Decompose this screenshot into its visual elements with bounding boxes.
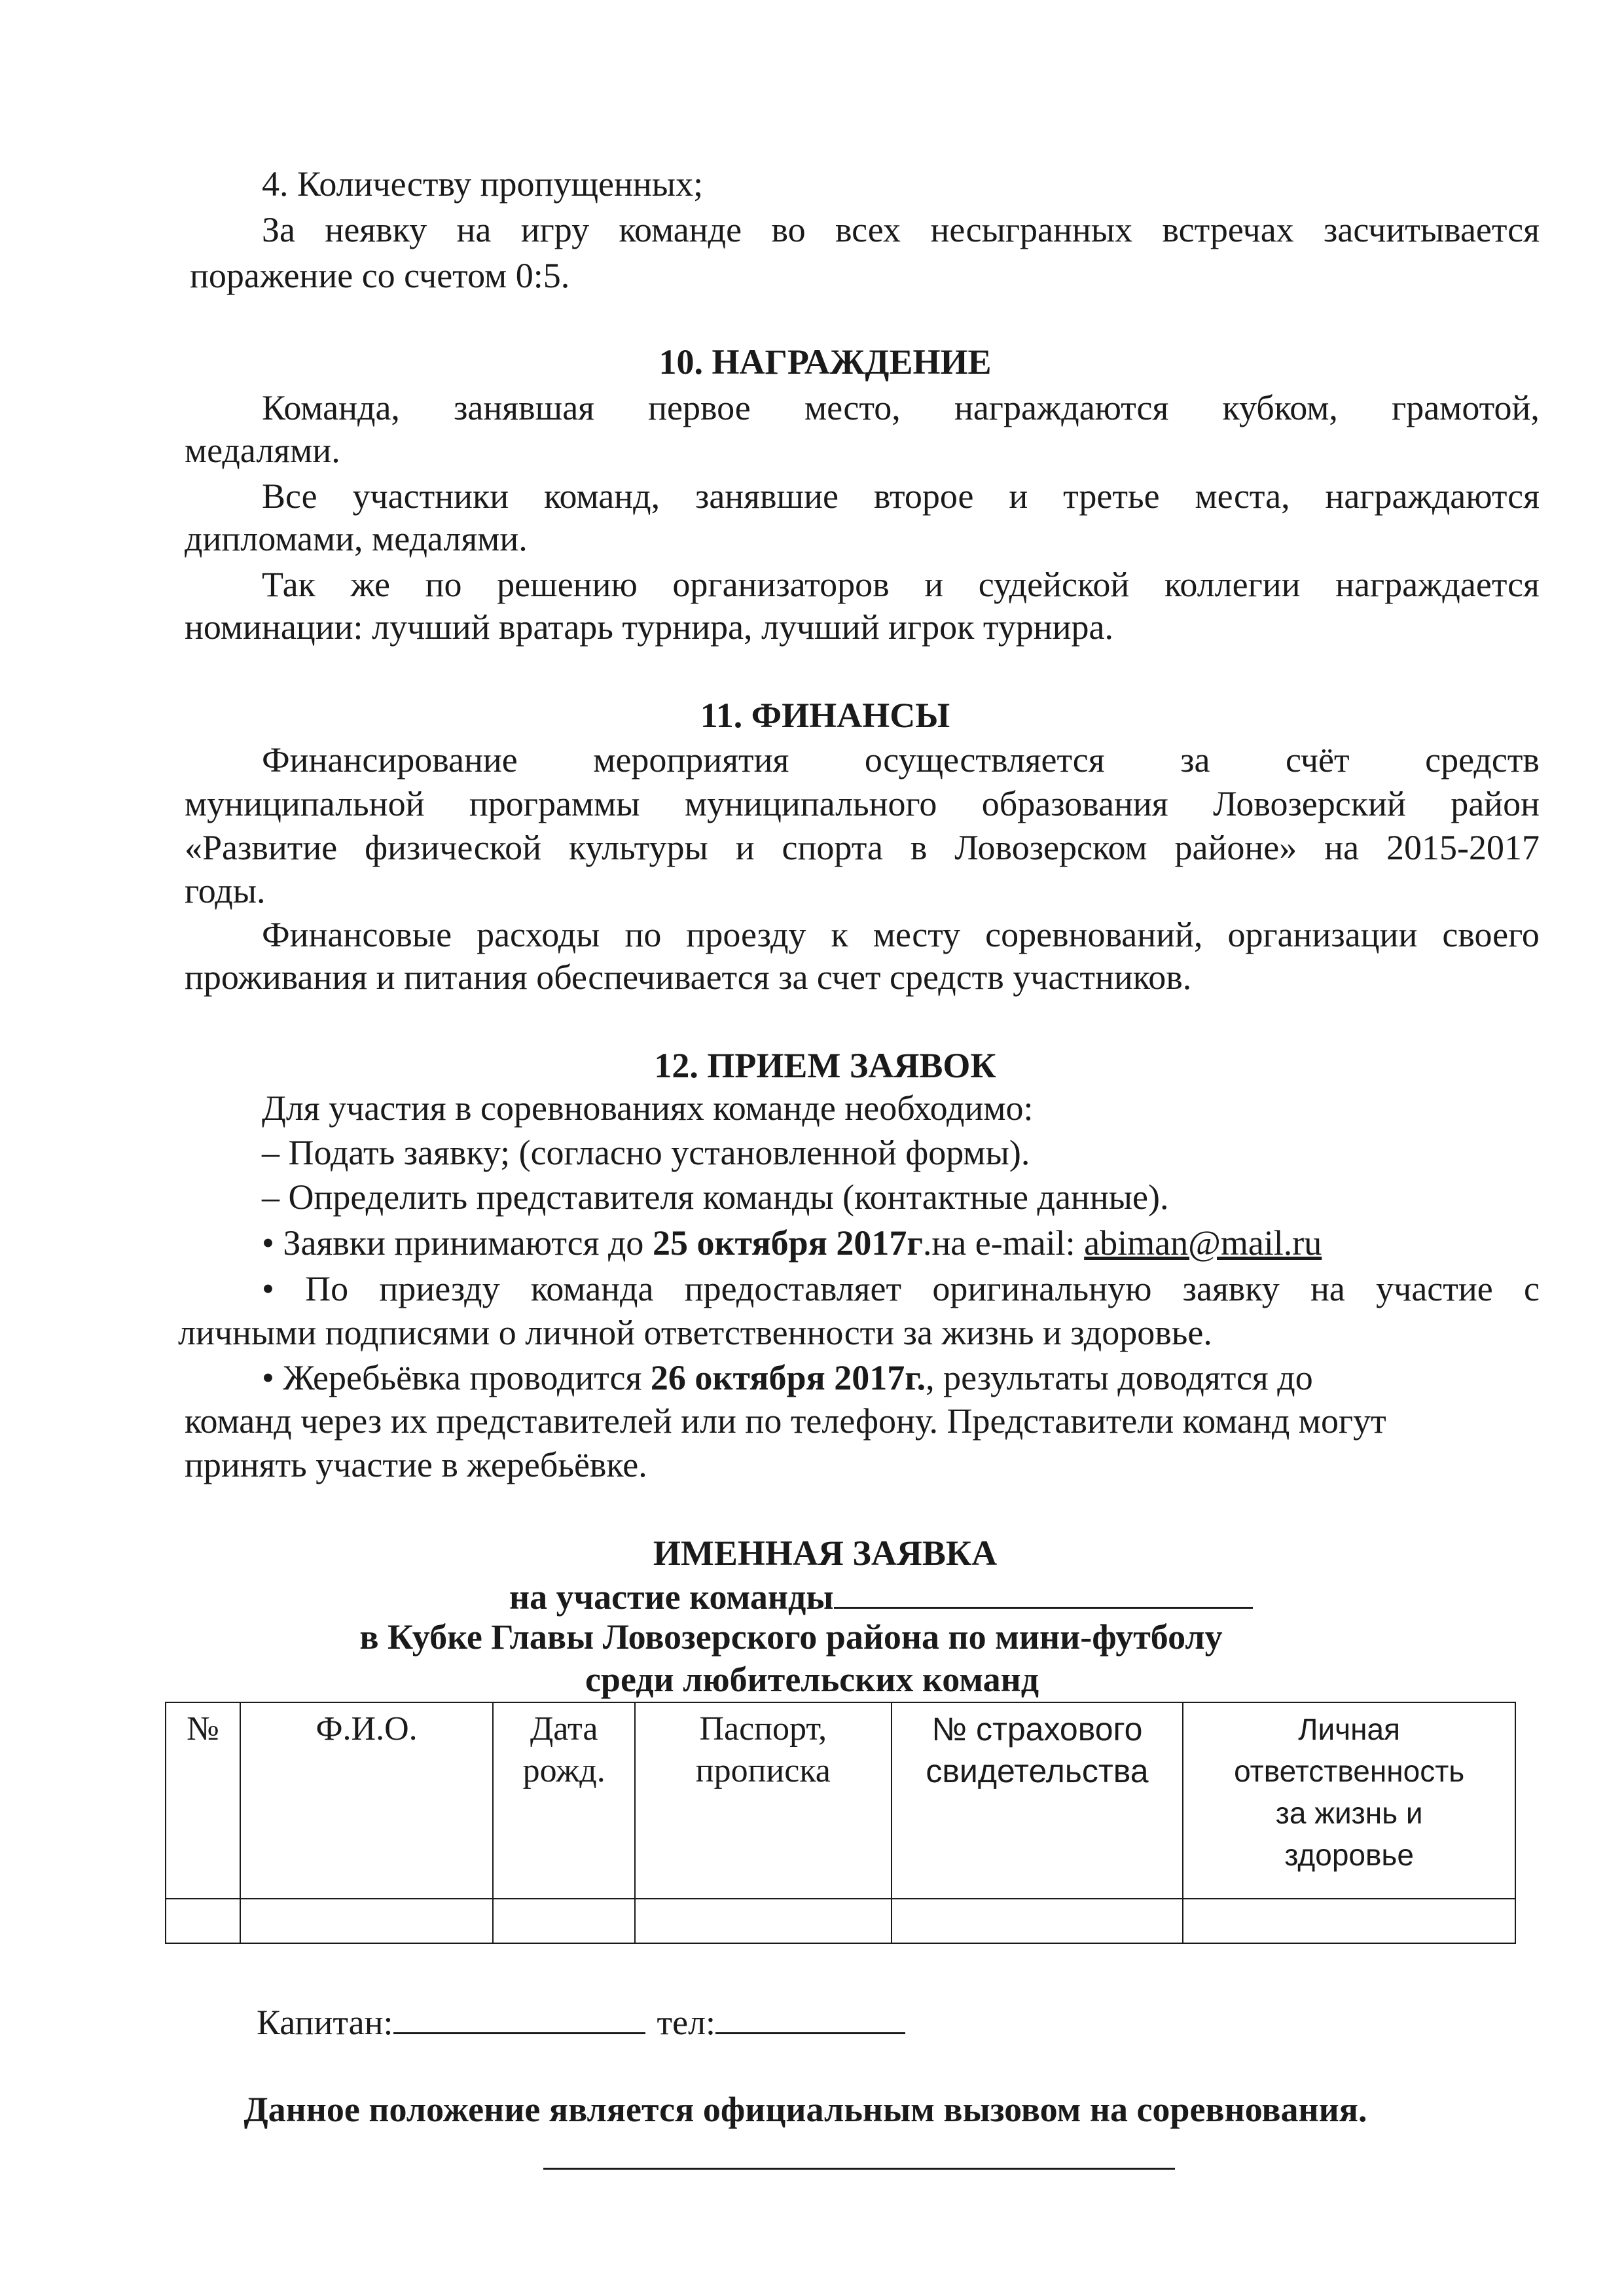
bottom-rule (543, 2168, 1175, 2170)
s10-p2-line1 (262, 475, 1540, 518)
s12-bullet-3-line3: принять участие в жеребьёвке. (185, 1445, 647, 1484)
s10-p3-line2: номинации: лучший вратарь турнира, лучший игрок турнира. (185, 607, 1113, 647)
list-item-4: 4. Количеству пропущенных; (262, 164, 704, 204)
word: район (1451, 784, 1540, 823)
word: участники (352, 476, 509, 516)
word: Ловозерский (1213, 784, 1406, 823)
word: Финансирование (262, 740, 518, 780)
section-11-title: 11. ФИНАНСЫ (700, 696, 950, 735)
word: второе (873, 476, 974, 516)
section-12-title: 12. ПРИЕМ ЗАЯВОК (654, 1046, 996, 1085)
word: По (305, 1269, 349, 1308)
word: оригинальную (932, 1269, 1152, 1308)
team-roster-table (165, 1702, 1516, 1944)
word: культуры (569, 828, 708, 867)
word: месту (873, 915, 961, 954)
word: средств (1425, 740, 1540, 780)
col-header-fio: Ф.И.О. (240, 1702, 493, 1899)
word: районе» (1174, 828, 1297, 867)
form-team-line: на участие команды (509, 1574, 1253, 1619)
s12-bullet-3-line1: • Жеребьёвка проводится 26 октября 2017г., результаты доводятся до (262, 1358, 1313, 1397)
word: команда (530, 1269, 654, 1308)
word: награждаются (1325, 476, 1540, 516)
word: и (1009, 476, 1028, 516)
word: заявку (1182, 1269, 1280, 1308)
word: своего (1442, 915, 1540, 954)
word: по (624, 915, 662, 954)
cell-insurance[interactable] (892, 1899, 1183, 1943)
word: организаторов (672, 565, 890, 604)
cell-dob[interactable] (493, 1899, 635, 1943)
official-notice: Данное положение является официальным вызовом на соревнования. (244, 2090, 1367, 2129)
word: осуществляется (864, 740, 1105, 780)
cell-fio[interactable] (240, 1899, 493, 1943)
team-name-blank[interactable] (834, 1574, 1253, 1609)
email-link[interactable]: abiman@mail.ru (1084, 1223, 1322, 1263)
word: Команда, (262, 388, 400, 427)
s11-p1-line4: годы. (185, 871, 266, 910)
col-header-number: № (166, 1702, 240, 1899)
forfeit-line-1 (262, 208, 1540, 251)
s12-bullet-2-line1 (262, 1267, 1540, 1310)
word: Все (262, 476, 317, 516)
word: и (924, 565, 944, 604)
section-10-title: 10. НАГРАЖДЕНИЕ (659, 342, 992, 382)
word: 2015-2017 (1386, 828, 1540, 867)
word: во (771, 210, 806, 249)
word: к (831, 915, 848, 954)
word: Ловозерском (954, 828, 1147, 867)
word: засчитывается (1324, 210, 1540, 249)
word: мероприятия (593, 740, 789, 780)
word: Так (262, 565, 316, 604)
word: За (262, 210, 296, 249)
word: награждаются (954, 388, 1169, 427)
s11-p1-line3 (185, 826, 1540, 869)
word: расходы (477, 915, 600, 954)
s11-p1-line1 (262, 738, 1540, 781)
word: несыгранных (930, 210, 1133, 249)
cell-number[interactable] (166, 1899, 240, 1943)
word: грамотой, (1392, 388, 1540, 427)
deadline-date: 25 октября 2017г (652, 1223, 923, 1263)
word: спорта (782, 828, 883, 867)
col-header-insurance: № страхового свидетельства (892, 1702, 1183, 1899)
form-title: ИМЕННАЯ ЗАЯВКА (653, 1534, 998, 1573)
word: физической (365, 828, 542, 867)
word: и (735, 828, 755, 867)
word: место, (804, 388, 901, 427)
word: занявшая (454, 388, 594, 427)
word: организации (1227, 915, 1418, 954)
word: игру (520, 210, 590, 249)
word: соревнований, (985, 915, 1203, 954)
form-category-line: среди любительских команд (585, 1660, 1039, 1699)
s10-p1-line1 (262, 386, 1540, 429)
word: муниципального (684, 784, 937, 823)
s12-bullet-2-line2: личными подписями о личной ответственности за жизнь и здоровье. (178, 1313, 1212, 1352)
col-header-passport: Паспорт, прописка (635, 1702, 892, 1899)
cell-responsibility[interactable] (1183, 1899, 1515, 1943)
word: на (1324, 828, 1360, 867)
s12-intro: Для участия в соревнованиях команде необходимо: (262, 1088, 1034, 1128)
s11-p2-line2: проживания и питания обеспечивается за счет средств участников. (185, 958, 1192, 997)
word: приезду (379, 1269, 500, 1308)
s11-p2-line1 (262, 913, 1540, 956)
s12-bullet-3-line2: команд через их представителей или по телефону. Представители команд могут (185, 1401, 1386, 1441)
word: первое (648, 388, 751, 427)
word: награждается (1335, 565, 1540, 604)
form-cup-line: в Кубке Главы Ловозерского района по мини-футболу (359, 1617, 1223, 1657)
captain-line: Капитан: тел: (257, 2000, 905, 2044)
draw-date: 26 октября 2017г. (650, 1358, 926, 1397)
word: «Развитие (185, 828, 338, 867)
s12-dash-item-1: – Подать заявку; (согласно установленной формы). (262, 1133, 1030, 1172)
s12-dash-item-2: – Определить представителя команды (контактные данные). (262, 1177, 1169, 1217)
captain-blank[interactable] (393, 2000, 645, 2034)
cell-passport[interactable] (635, 1899, 892, 1943)
word: образования (981, 784, 1168, 823)
word: неявку (325, 210, 427, 249)
word: встречах (1162, 210, 1294, 249)
s10-p1-line2: медалями. (185, 431, 340, 470)
word: с (1523, 1269, 1540, 1308)
word: судейской (978, 565, 1130, 604)
word: занявшие (695, 476, 839, 516)
word: программы (469, 784, 640, 823)
word: решению (497, 565, 638, 604)
word: по (425, 565, 462, 604)
word: третье (1063, 476, 1160, 516)
col-header-responsibility: Личная ответственность за жизнь и здоровье (1183, 1702, 1515, 1899)
word: на (1310, 1269, 1345, 1308)
s11-p1-line2 (185, 782, 1540, 825)
word: места, (1195, 476, 1290, 516)
s10-p2-line2: дипломами, медалями. (185, 519, 528, 558)
phone-blank[interactable] (715, 2000, 905, 2034)
s12-bullet-1: • Заявки принимаются до 25 октября 2017г.на e-mail: abiman@mail.ru (262, 1223, 1322, 1263)
word: коллегии (1164, 565, 1301, 604)
col-header-dob: Дата рожд. (493, 1702, 635, 1899)
table-header-row (166, 1702, 1515, 1899)
word: в (910, 828, 928, 867)
word: • (262, 1269, 274, 1308)
word: участие (1376, 1269, 1493, 1308)
word: за (1180, 740, 1210, 780)
word: команде (619, 210, 742, 249)
word: Финансовые (262, 915, 452, 954)
forfeit-line-2: поражение со счетом 0:5. (190, 256, 570, 295)
table-row (166, 1899, 1515, 1943)
word: муниципальной (185, 784, 425, 823)
word: проезду (686, 915, 806, 954)
word: предоставляет (684, 1269, 902, 1308)
word: кубком, (1222, 388, 1338, 427)
word: же (350, 565, 391, 604)
s10-p3-line1 (262, 563, 1540, 606)
word: команд, (544, 476, 660, 516)
word: счёт (1286, 740, 1350, 780)
word: на (456, 210, 492, 249)
word: всех (835, 210, 901, 249)
